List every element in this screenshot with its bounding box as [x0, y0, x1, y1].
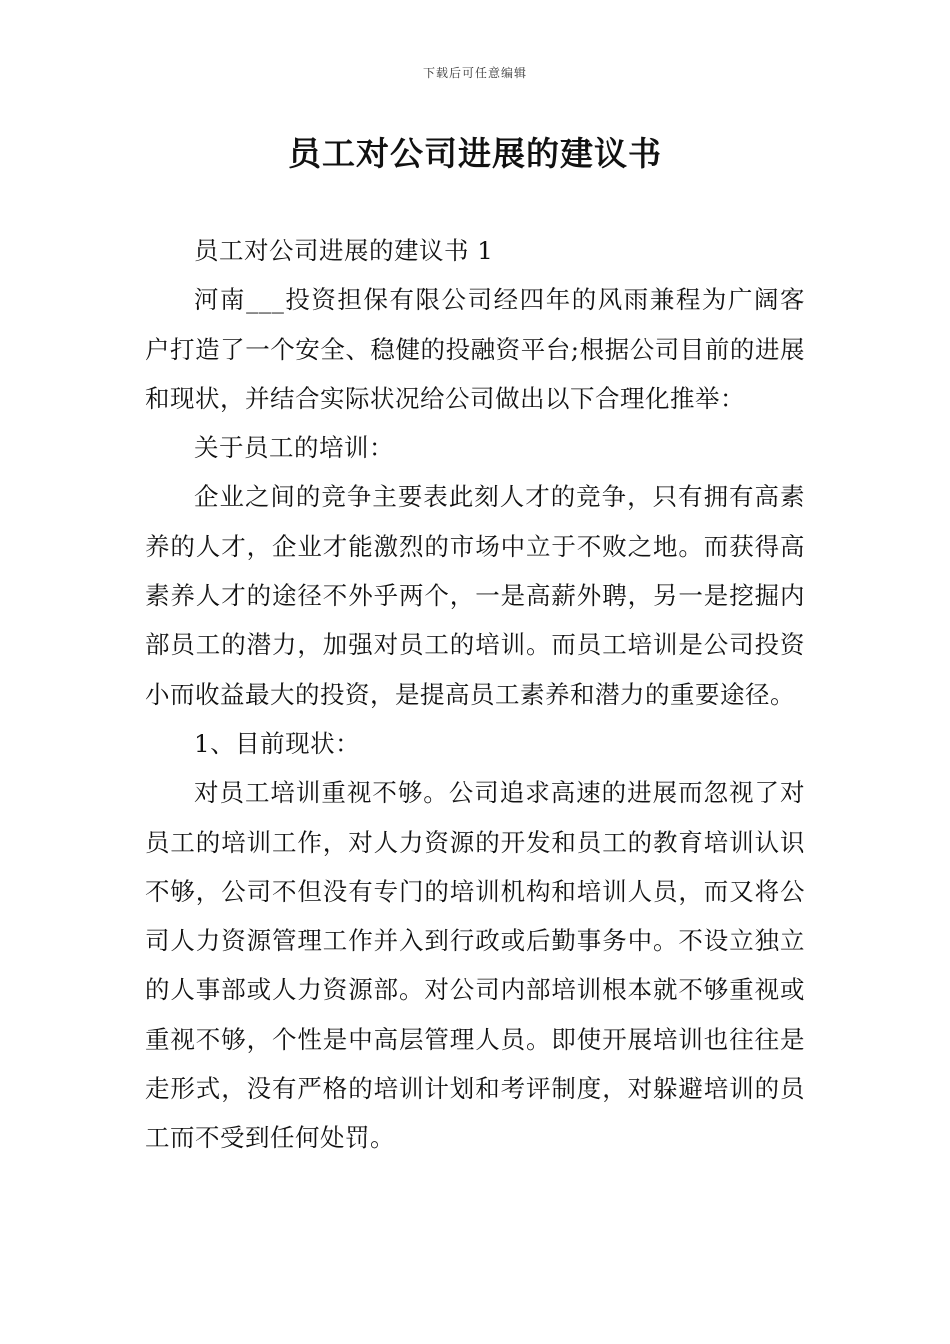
subtitle-paragraph: 员工对公司进展的建议书 1: [194, 236, 494, 265]
intro-paragraph: 河南___投资担保有限公司经四年的风雨兼程为广阔客户打造了一个安全、稳健的投融资平台;根据公司目前的进展和现状，并结合实际状况给公司做出以下合理化推举：: [145, 285, 805, 413]
section-heading: 关于员工的培训：: [194, 433, 394, 463]
subsection-heading: 1、目前现状：: [194, 728, 361, 758]
competition-paragraph: 企业之间的竞争主要表此刻人才的竞争，只有拥有高素养的人才，企业才能激烈的市场中立于不败之地。而获得高素养人才的途径不外乎两个，一是高薪外聘，另一是挖掘内部员工的潜力，加强对员工的培训。而员工培训是公司投资小而收益最大的投资，是提高员工素养和潜力的重要途径。: [145, 482, 805, 709]
document-body: [145, 226, 805, 1163]
download-note: 下载后可任意编辑: [422, 66, 527, 80]
document-title: 员工对公司进展的建议书: [288, 134, 662, 173]
status-paragraph: 对员工培训重视不够。公司追求高速的进展而忽视了对员工的培训工作，对人力资源的开发和员工的教育培训认识不够，公司不但没有专门的培训机构和培训人员，而又将公司人力资源管理工作并入到行政或后勤事务中。不设立独立的人事部或人力资源部。对公司内部培训根本就不够重视或重视不够，个性是中高层管理人员。即使开展培训也往往是走形式，没有严格的培训计划和考评制度，对躲避培训的员工而不受到任何处罚。: [145, 778, 805, 1153]
